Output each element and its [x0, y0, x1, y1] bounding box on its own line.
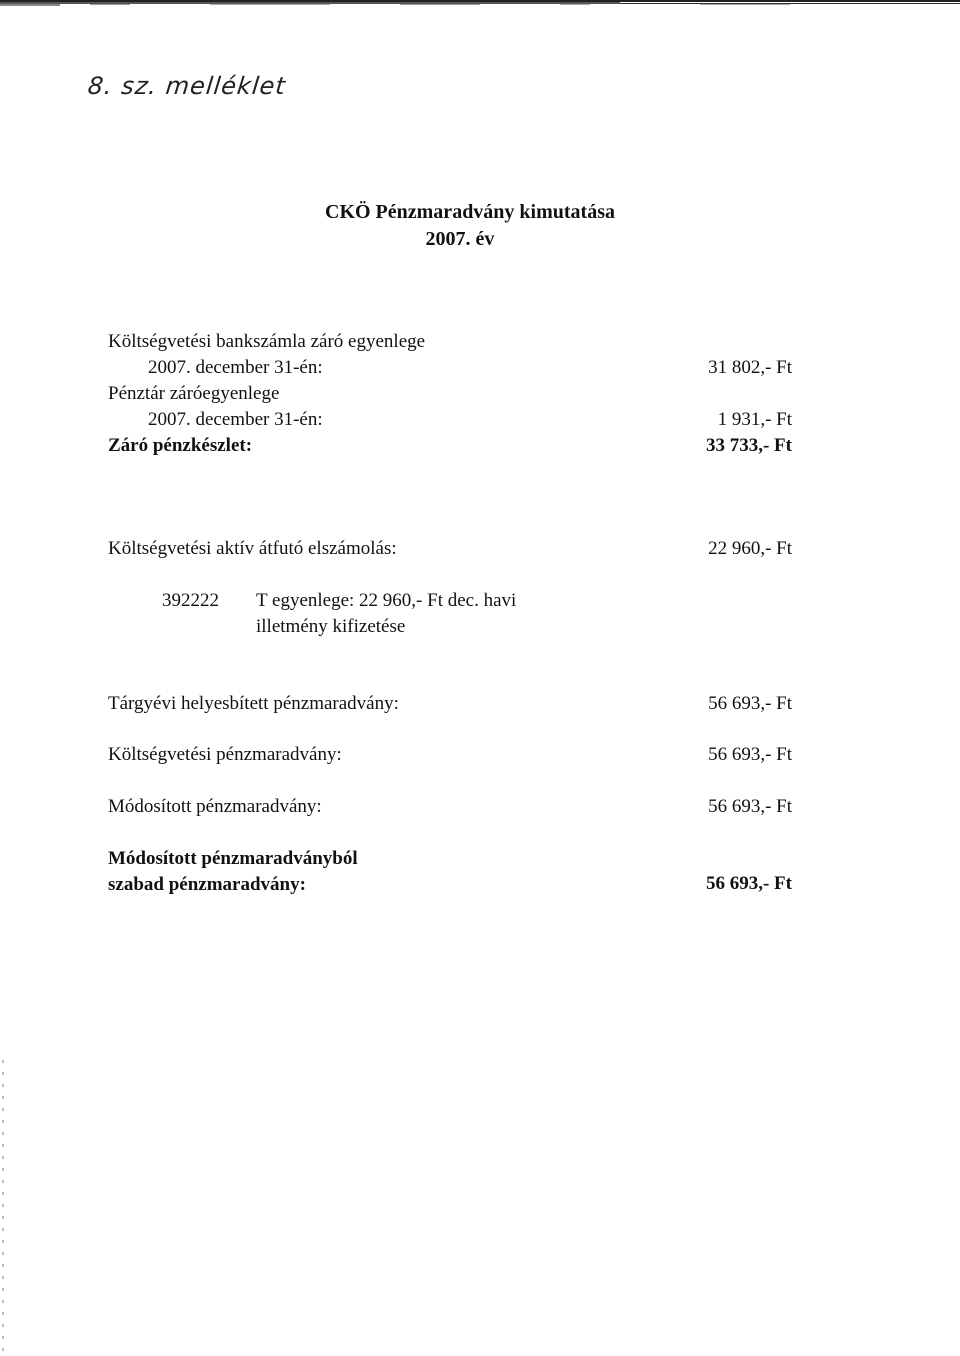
- cash-balance-label-line2: 2007. december 31-én:: [148, 409, 323, 430]
- scan-left-border: [0, 1060, 6, 1351]
- bank-balance-label-line2: 2007. december 31-én:: [148, 357, 323, 378]
- modified-remainder-label: Módosított pénzmaradvány:: [108, 796, 322, 817]
- closing-cash-label: Záró pénzkészlet:: [108, 435, 253, 456]
- transit-label: Költségvetési aktív átfutó elszámolás:: [108, 538, 397, 559]
- budget-remainder-label: Költségvetési pénzmaradvány:: [108, 744, 342, 765]
- bank-balance-label-line1: Költségvetési bankszámla záró egyenlege: [108, 331, 426, 352]
- modified-remainder-amount: 56 693,- Ft: [708, 796, 792, 817]
- bank-balance-amount: 31 802,- Ft: [708, 357, 792, 378]
- document-year: 2007. év: [425, 228, 495, 250]
- handwritten-annex-note: 8. sz. melléklet: [86, 72, 288, 100]
- cash-balance-amount: 1 931,- Ft: [717, 409, 792, 430]
- free-remainder-label-line2: szabad pénzmaradvány:: [108, 874, 306, 895]
- transit-detail-line2: illetmény kifizetése: [256, 616, 406, 637]
- transit-account-number: 392222: [162, 590, 219, 611]
- closing-cash-amount: 33 733,- Ft: [705, 435, 792, 456]
- free-remainder-label-line1: Módosított pénzmaradványból: [108, 848, 358, 869]
- transit-detail-line1: T egyenlege: 22 960,- Ft dec. havi: [256, 590, 517, 611]
- transit-amount: 22 960,- Ft: [708, 538, 792, 559]
- scan-top-border: [0, 0, 960, 8]
- document-title: CKÖ Pénzmaradvány kimutatása: [325, 201, 615, 223]
- adjusted-remainder-label: Tárgyévi helyesbített pénzmaradvány:: [108, 693, 399, 714]
- adjusted-remainder-amount: 56 693,- Ft: [708, 693, 792, 714]
- budget-remainder-amount: 56 693,- Ft: [708, 744, 792, 765]
- cash-balance-label-line1: Pénztár záróegyenlege: [108, 383, 280, 404]
- free-remainder-amount: 56 693,- Ft: [705, 873, 792, 894]
